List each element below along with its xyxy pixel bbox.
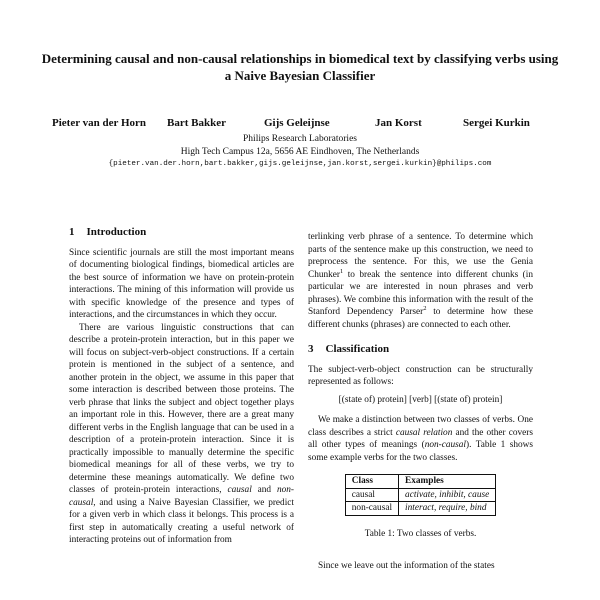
intro-paragraph-2: [69, 322, 294, 547]
text-run: There are various linguistic constructions that can describe a protein-protein interaction, but in this paper we will focus on subject-verb-object constructions. If a certain protein is mentioned in the subject of a sentence, and another protein in the object, we assume in this paper that some interaction is described between those proteins. The verb phrase that links the subject and object together plays an important role in this. However, there are a great many different verbs in the English language that can be used in a description of a protein-protein interaction. Since it is practically impossible to manually determine the specific biomedical meanings for all of these verbs, we try to determine these meanings automatically. We define two classes of protein-protein interactions,: [69, 322, 294, 495]
table-header-row: [345, 475, 495, 489]
text-run: , and using a Naive Bayesian Classifier, we predict for a given verb in which class it belongs. This process is a first step in automatically creating a useful network of interacting proteins out of information from: [69, 497, 294, 545]
section-heading-introduction: [69, 226, 294, 239]
section-heading-classification: [308, 343, 533, 356]
table-cell: non-causal: [345, 502, 398, 516]
text-run: and: [251, 485, 277, 495]
classification-paragraph-3: Since we leave out the information of the states: [318, 561, 495, 571]
table-row: [345, 502, 495, 516]
footnote-marker: 2: [423, 304, 427, 312]
text-run: to determine how these different chunks (phrases) are connected to each other.: [308, 307, 533, 330]
table-cell: interact, require, bind: [399, 502, 496, 516]
term-causal-relation: causal relation: [395, 427, 453, 438]
table-row: [345, 488, 495, 502]
author-list: [0, 117, 600, 133]
preprocessing-paragraph: [308, 231, 533, 331]
classification-paragraph-1: The subject-verb-object construction can be structurally represented as follows:: [308, 364, 533, 387]
paper-title: Determining causal and non-causal relationships in biomedical text by classifying verbs using a Naive Bayesian Classifier: [41, 51, 559, 83]
table-header-cell: Examples: [399, 475, 496, 489]
author-name: Bart Bakker: [167, 117, 226, 129]
footnote-marker: 1: [340, 267, 344, 275]
author-name: Gijs Geleijnse: [264, 117, 330, 129]
text-run: to break the sentence into different chunks (in particular we are interested in noun phrases and verb phrases). We combine this information with the result of the Stanford Dependency Parser: [308, 269, 533, 317]
verb-class-table: [345, 474, 496, 516]
term-non-causal: non-causal: [69, 485, 294, 508]
table-cell: activate, inhibit, cause: [399, 488, 496, 502]
construction-formula: [(state of) protein] [verb] [(state of) protein]: [338, 394, 503, 405]
table-caption: Table 1: Two classes of verbs.: [364, 528, 477, 539]
author-name: Pieter van der Horn: [52, 117, 146, 129]
section-title: Introduction: [86, 226, 147, 238]
section-title: Classification: [325, 343, 390, 355]
right-column: [308, 231, 533, 573]
text-run: and the other covers all other types of meanings (: [308, 427, 533, 450]
text-run: ). Table 1 shows some example verbs for the two classes.: [308, 440, 533, 463]
left-column: [69, 226, 294, 547]
text-run: terlinking verb phrase of a sentence. To determine which parts of the sentence make up this construction, we need to preprocess the sentence. For this, we use the Genia Chunker: [308, 232, 533, 280]
table-cell: causal: [345, 488, 398, 502]
author-emails: {pieter.van.der.horn,bart.bakker,gijs.geleijnse,jan.korst,sergei.kurkin}@philips.com: [108, 160, 492, 168]
text-run: We make a distinction between two classes of verbs. One class describes a strict: [308, 415, 533, 438]
author-name: Jan Korst: [375, 117, 422, 129]
author-name: Sergei Kurkin: [463, 117, 530, 129]
term-causal: causal: [227, 485, 252, 495]
intro-paragraph-1: Since scientific journals are still the most important means of documenting biological findings, biomedical articles are the best source of information we have on protein-protein interactions. The mining of this information will provide us with specific knowledge of the presence and types of interactions, and the circumstances in which they occur.: [69, 247, 294, 320]
table-header-cell: Class: [345, 475, 398, 489]
term-non-causal: non-causal: [424, 440, 467, 450]
classification-paragraph-2: [308, 414, 533, 464]
affiliation-org: Philips Research Laboratories: [243, 134, 357, 144]
section-number: 1: [69, 226, 75, 238]
affiliation-address: High Tech Campus 12a, 5656 AE Eindhoven, The Netherlands: [180, 147, 420, 157]
section-number: 3: [308, 343, 314, 355]
